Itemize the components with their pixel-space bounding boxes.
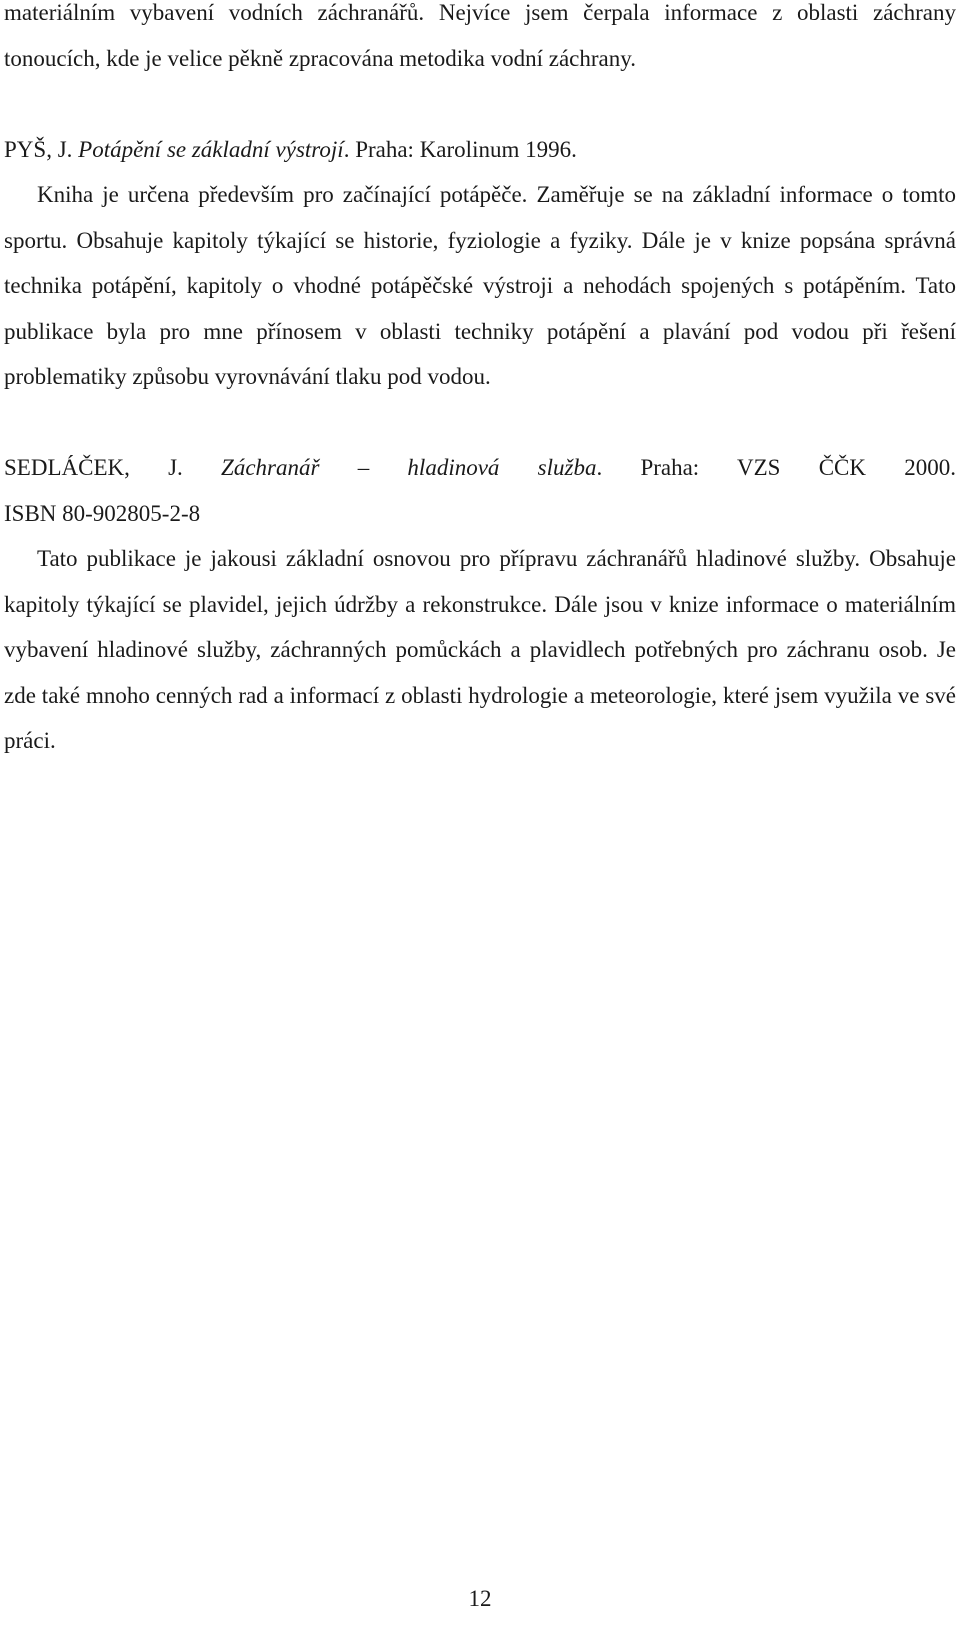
page-number: 12 xyxy=(468,1586,492,1611)
page-content xyxy=(4,0,956,764)
continuation-paragraph: materiálním vybavení vodních záchranářů. Nejvíce jsem čerpala informace z oblasti záchrany tonoucích, kde je velice pěkně zpracována metodika vodní záchrany. xyxy=(4,0,956,71)
entry-publisher: . Praha: Karolinum 1996. xyxy=(343,136,577,162)
bibliography-entry-pys xyxy=(4,127,956,173)
entry-author: SEDLÁČEK, J. xyxy=(4,455,222,480)
entry-title: Záchranář – hladinová služba xyxy=(221,455,597,480)
bibliography-entry-sedlacek xyxy=(4,445,956,491)
entry-isbn: ISBN 80-902805-2-8 xyxy=(4,500,201,526)
entry-title: Potápění se základní výstrojí xyxy=(78,136,344,162)
entry-publisher: . Praha: VZS ČČK 2000. xyxy=(596,455,956,480)
entry-author: PYŠ, J. xyxy=(4,136,79,162)
annotation-pys: Kniha je určena především pro začínající potápěče. Zaměřuje se na základní informace o tomto sportu. Obsahuje kapitoly týkající se historie, fyziologie a fyziky. Dále je v knize popsána správná technika potápění, kapitoly o vhodné potápěčské výstroji a nehodách spojených s potápěním. Tato publikace byla pro mne přínosem v oblasti techniky potápění a plavání pod vodou při řešení problematiky způsobu vyrovnávání tlaku pod vodou. xyxy=(4,182,956,389)
annotation-sedlacek: Tato publikace je jakousi základní osnovou pro přípravu záchranářů hladinové služby. Obsahuje kapitoly týkající se plavidel, jejich údržby a rekonstrukce. Dále jsou v knize informace o materiálním vybavení hladinové služby, záchranných pomůckách a plavidlech potřebných pro záchranu osob. Je zde také mnoho cenných rad a informací z oblasti hydrologie a meteorologie, které jsem využila ve své práci. xyxy=(4,546,956,753)
